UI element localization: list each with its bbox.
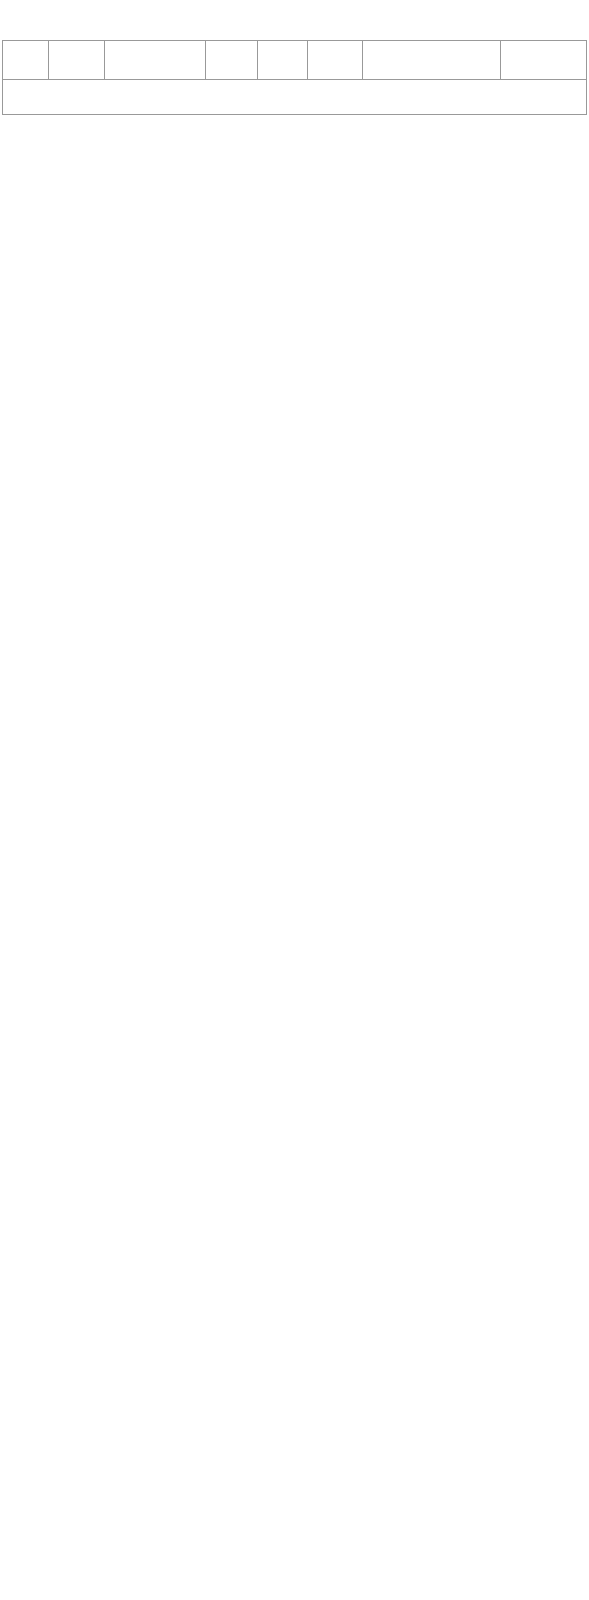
header-index: [3, 41, 49, 80]
header-road-name: [49, 41, 105, 80]
header-start-point: [105, 41, 206, 80]
header-quantity: [501, 41, 587, 80]
page-title: [0, 0, 589, 40]
header-index: [258, 41, 308, 80]
header-quantity: [206, 41, 258, 80]
total-count: [3, 80, 587, 115]
total-row: [3, 80, 587, 115]
parking-table: [2, 40, 587, 115]
header-start-point: [363, 41, 501, 80]
table-header-row: [3, 41, 587, 80]
header-road-name: [308, 41, 363, 80]
